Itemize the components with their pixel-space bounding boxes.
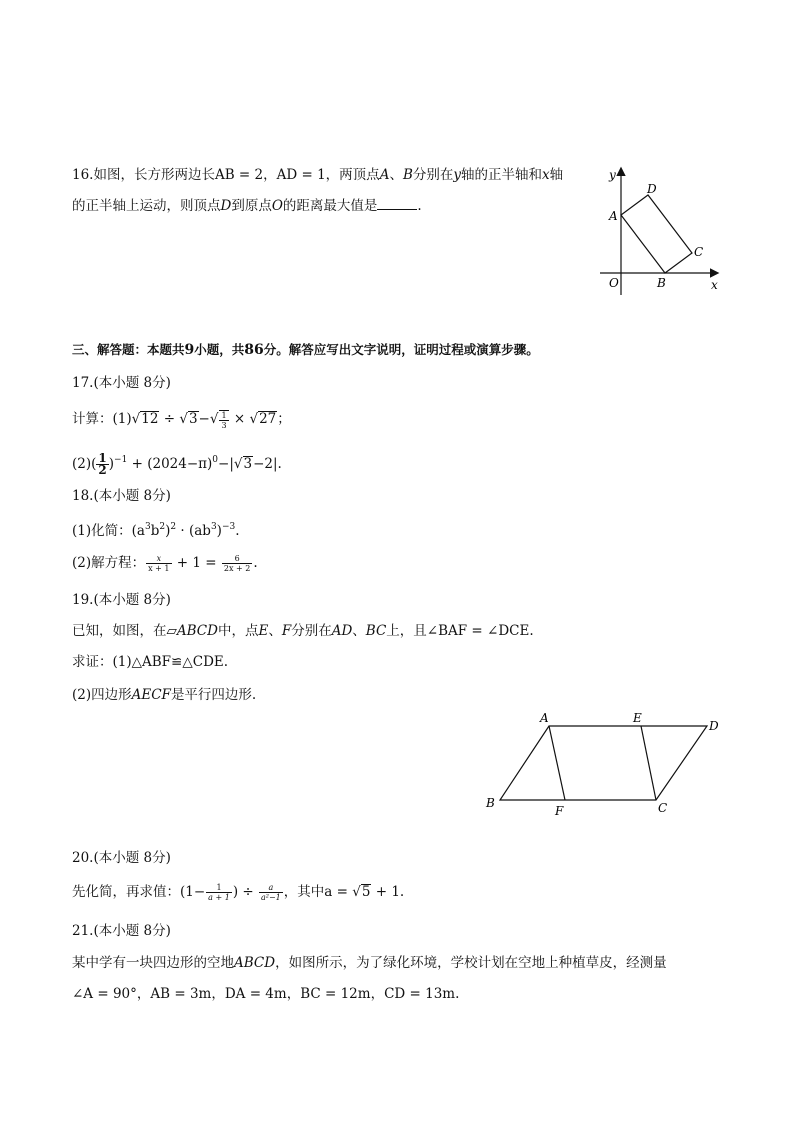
q19-line1: 已知，如图，在▱ABCD中，点E、F分别在AD、BC上，且∠BAF = ∠DCE.: [72, 623, 534, 639]
q19-line3: (2)四边形AECF是平行四边形.: [72, 687, 257, 703]
q16-line1: 16.如图，长方形两边长AB = 2，AD = 1，两顶点A、B分别在y轴的正半轴和x轴: [72, 167, 564, 183]
q20-line: 先化简，再求值：(1− $\frac{1}{a + 1}$ ) ÷ $\frac{a}{\text{a²−1}}$ ，其中a = √5 + 1.: [72, 883, 405, 902]
section3-heading: 三、解答题：本题共9小题，共86分。解答应写出文字说明，证明过程或演算步骤。: [72, 342, 539, 358]
q19-line2: 求证：(1)△ABF≌△CDE.: [72, 654, 229, 670]
segment-EC: [641, 726, 656, 800]
label-y: y: [609, 168, 616, 182]
label-A: A: [540, 711, 549, 725]
q18-header: 18.(本小题 8分): [72, 488, 171, 504]
label-C: C: [694, 245, 704, 259]
label-x: x: [711, 278, 718, 292]
label-E: E: [633, 711, 642, 725]
label-D: D: [647, 182, 657, 196]
q18-part1: (1)化简：$(a^3b^2)^2 \cdot (ab^3)^{-3}$.: [72, 522, 240, 539]
q21-line2: ∠A = 90°，AB = 3m，DA = 4m，BC = 12m，CD = 13m.: [72, 986, 460, 1002]
q19-header: 19.(本小题 8分): [72, 592, 171, 608]
label-O: O: [609, 276, 619, 290]
q16-line2: 的正半轴上运动，则顶点D到原点O的距离最大值是 .: [72, 198, 422, 214]
label-D: D: [709, 719, 719, 733]
label-B: B: [657, 276, 666, 290]
label-F: F: [555, 804, 564, 818]
label-B: B: [486, 796, 495, 810]
q17-part1: 计算：(1)√12 ÷ √3−√ $\frac{1}{3}$ × √27；: [72, 410, 291, 430]
q19-figure: [480, 708, 730, 823]
q16-figure: [595, 165, 725, 300]
segment-AF: [549, 726, 565, 800]
rectangle-ABCD: [621, 195, 692, 273]
q17-header: 17.(本小题 8分): [72, 375, 171, 391]
parallelogram-ABCD: [500, 726, 707, 800]
q18-part2: (2)解方程： $\frac{x}{x + 1}$ + 1 = $\frac{6}{2x + 2}$ .: [72, 554, 258, 573]
q17-part2: (2)( $\frac{1}{2})^{-1} + (2024-\pi)^0-|√3-2|$.: [72, 451, 282, 477]
label-A: A: [609, 209, 618, 223]
answer-blank: [377, 197, 417, 210]
q20-header: 20.(本小题 8分): [72, 850, 171, 866]
label-C: C: [658, 801, 668, 815]
q21-line1: 某中学有一块四边形的空地ABCD，如图所示，为了绿化环境，学校计划在空地上种植草皮，经测量: [72, 955, 667, 971]
q21-header: 21.(本小题 8分): [72, 923, 171, 939]
